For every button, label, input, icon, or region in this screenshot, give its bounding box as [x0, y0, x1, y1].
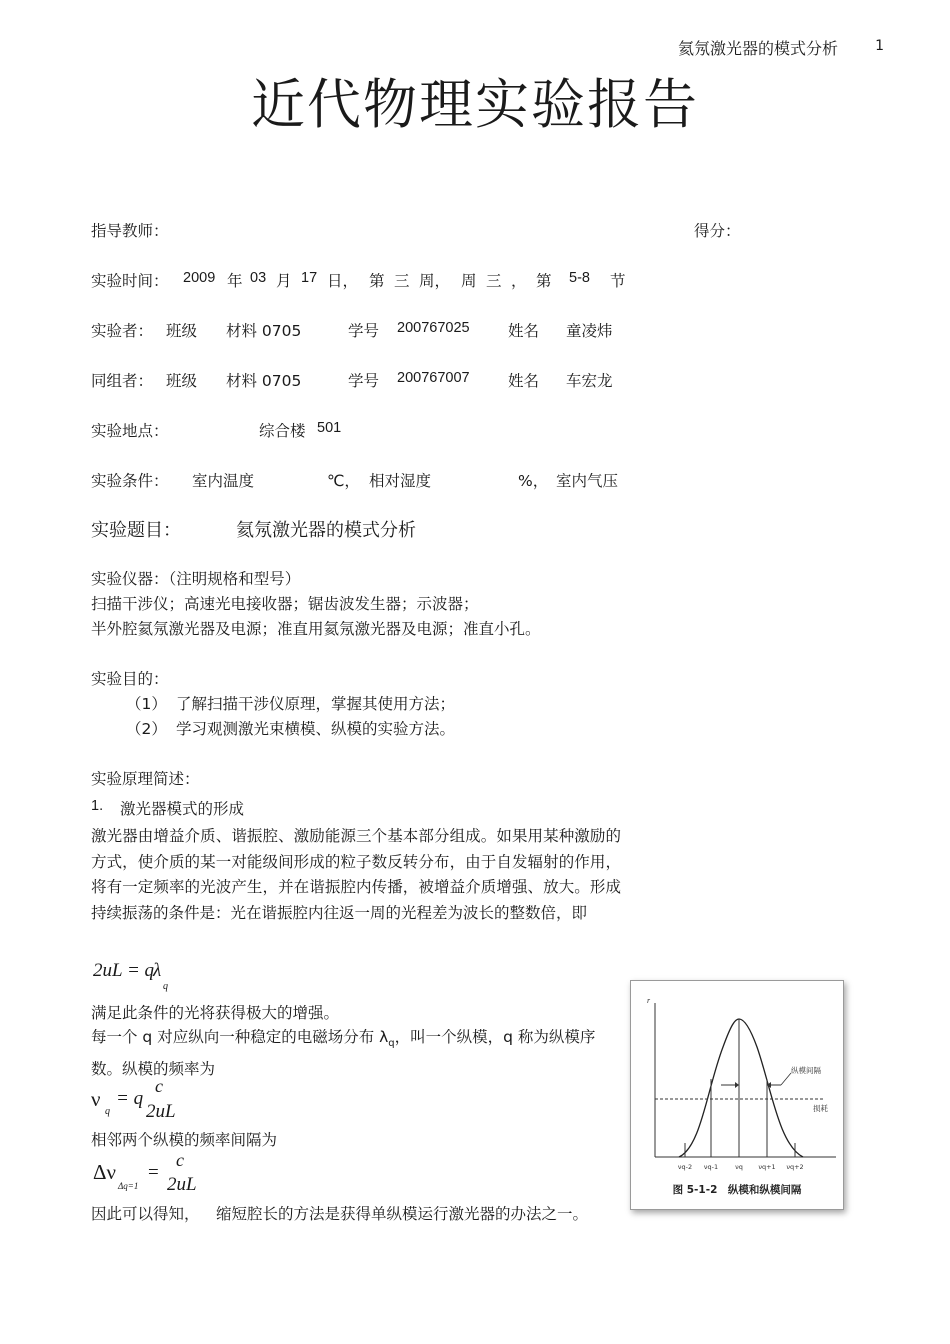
principle-paragraph-3 [91, 1025, 621, 1082]
conditions-label: 实验条件： [91, 472, 169, 490]
partner-label: 同组者： [91, 372, 154, 390]
subheading-number: 1. [91, 798, 104, 814]
pressure-label: 室内气压 [556, 472, 619, 490]
partner-name-value: 车宏龙 [566, 372, 613, 390]
week-unit: 周， [419, 272, 451, 290]
topic-label: 实验题目： [91, 520, 181, 541]
week-number: 三 [394, 272, 410, 290]
partner-id-label: 学号 [348, 372, 380, 390]
report-title: 近代物理实验报告 [251, 73, 699, 136]
teacher-label: 指导教师： [91, 222, 169, 240]
formula-3-delta-nu: Δν [93, 1160, 116, 1184]
month-unit: 月 [276, 272, 292, 290]
page-number: 1 [875, 38, 884, 54]
partner-name-label: 姓名 [508, 372, 540, 390]
formula-3-denominator: 2uL [167, 1174, 197, 1195]
day-unit: 日， [327, 272, 359, 290]
paragraph-5-part-b: 缩短腔长的方法是获得单纵模运行激光器的办法之一。 [216, 1205, 589, 1223]
paragraph-3-part-b: ，叫一个纵模，q 称为纵模序数。纵模的频率为 [91, 1028, 596, 1078]
tick-label: νq+2 [786, 1163, 804, 1171]
tick-label: νq [735, 1163, 743, 1171]
experimenter-id-value: 200767025 [397, 320, 470, 336]
time-label: 实验时间： [91, 272, 169, 290]
month-value: 03 [250, 270, 267, 286]
experimenter-class-value: 材料 0705 [226, 322, 302, 340]
paragraph-5-part-a: 因此可以得知， [91, 1205, 200, 1223]
gain-curve [679, 1019, 803, 1157]
day-value: 17 [301, 270, 318, 286]
temperature-unit: ℃， [327, 472, 360, 490]
formula-2-denominator: 2uL [146, 1101, 176, 1122]
weekday-prefix: 周 [461, 272, 477, 290]
partner-id-value: 200767007 [397, 370, 470, 386]
topic-value: 氦氖激光器的模式分析 [236, 520, 416, 541]
spacing-leader [781, 1073, 791, 1085]
principle-paragraph-4: 相邻两个纵模的频率间隔为 [91, 1131, 278, 1149]
formula-1-lhs: 2uL = q [93, 960, 155, 981]
location-value: 综合楼 [259, 422, 306, 440]
y-axis-label: r [647, 996, 651, 1005]
formula-3-numerator: c [176, 1150, 184, 1170]
humidity-unit: %， [518, 472, 549, 490]
instruments-heading: 实验仪器：（注明规格和型号） [91, 570, 301, 588]
formula-2-numerator: c [155, 1076, 163, 1096]
purpose-item-text: 学习观测激光束横模、纵模的实验方法。 [176, 720, 456, 738]
weekday-comma: ， [511, 272, 527, 290]
experimenter-name-label: 姓名 [508, 322, 540, 340]
paragraph-3-part-a: 每一个 q 对应纵向一种稳定的电磁场分布 λ [91, 1028, 389, 1046]
year-value: 2009 [183, 270, 216, 286]
paragraph-3-subscript: q [388, 1038, 395, 1049]
section-prefix: 第 [536, 272, 552, 290]
formula-2-equals-q: = q [116, 1088, 144, 1109]
formula-3-subscript: Δq=1 [118, 1181, 139, 1191]
purpose-item-number: （1） [126, 695, 167, 713]
formula-2-nu: ν [91, 1087, 101, 1111]
principle-heading: 实验原理简述： [91, 770, 200, 788]
location-room: 501 [317, 420, 342, 436]
purpose-item-number: （2） [126, 720, 167, 738]
partner-class-value: 材料 0705 [226, 372, 302, 390]
figure-plot [631, 981, 843, 1209]
principle-paragraph-1: 激光器由增益介质、谐振腔、激励能源三个基本部分组成。如果用某种激励的方式，使介质的某一对能级间形成的粒子数反转分布，由于自发辐射的作用，将有一定频率的光波产生，并在谐振腔内传播，被增益介质增强、放大。形成持续振荡的条件是：光在谐振腔内往返一周的光程差为波长的整数倍，即 [91, 827, 621, 922]
purpose-heading: 实验目的： [91, 670, 169, 688]
score-label: 得分： [694, 222, 741, 240]
label-loss: 损耗 [813, 1104, 828, 1113]
experimenter-class-label: 班级 [166, 322, 198, 340]
tick-label: νq-1 [703, 1163, 719, 1171]
figure-caption: 图 5-1-2 纵模和纵模间隔 [672, 1184, 802, 1196]
tick-label: νq-2 [677, 1163, 693, 1171]
year-unit: 年 [227, 272, 243, 290]
mode-spacing-figure [630, 980, 844, 1210]
temperature-label: 室内温度 [192, 472, 255, 490]
formula-3-equals: = [148, 1162, 159, 1183]
instruments-line-2: 半外腔氦氖激光器及电源；准直用氦氖激光器及电源；准直小孔。 [91, 620, 541, 638]
formula-2-subscript: q [105, 1106, 110, 1117]
section-unit: 节 [610, 272, 626, 290]
tick-label: νq+1 [758, 1163, 776, 1171]
section-value: 5-8 [569, 270, 590, 286]
principle-paragraph-2: 满足此条件的光将获得极大的增强。 [91, 1004, 340, 1022]
location-label: 实验地点： [91, 422, 169, 440]
experimenter-label: 实验者： [91, 322, 154, 340]
weekday-value: 三 [486, 272, 502, 290]
label-mode-spacing: 纵模间隔 [791, 1066, 821, 1075]
running-header: 氦氖激光器的模式分析 [677, 39, 838, 58]
experimenter-id-label: 学号 [348, 322, 380, 340]
instruments-line-1: 扫描干涉仪；高速光电接收器；锯齿波发生器；示波器； [91, 595, 479, 613]
subheading-title: 激光器模式的形成 [120, 800, 245, 818]
experimenter-name-value: 童凌炜 [566, 322, 613, 340]
week-prefix: 第 [369, 272, 385, 290]
humidity-label: 相对湿度 [369, 472, 432, 490]
partner-class-label: 班级 [166, 372, 198, 390]
formula-1-subscript: q [163, 981, 168, 992]
purpose-item-text: 了解扫描干涉仪原理，掌握其使用方法； [176, 695, 456, 713]
formula-1-lambda: λ [153, 960, 162, 981]
